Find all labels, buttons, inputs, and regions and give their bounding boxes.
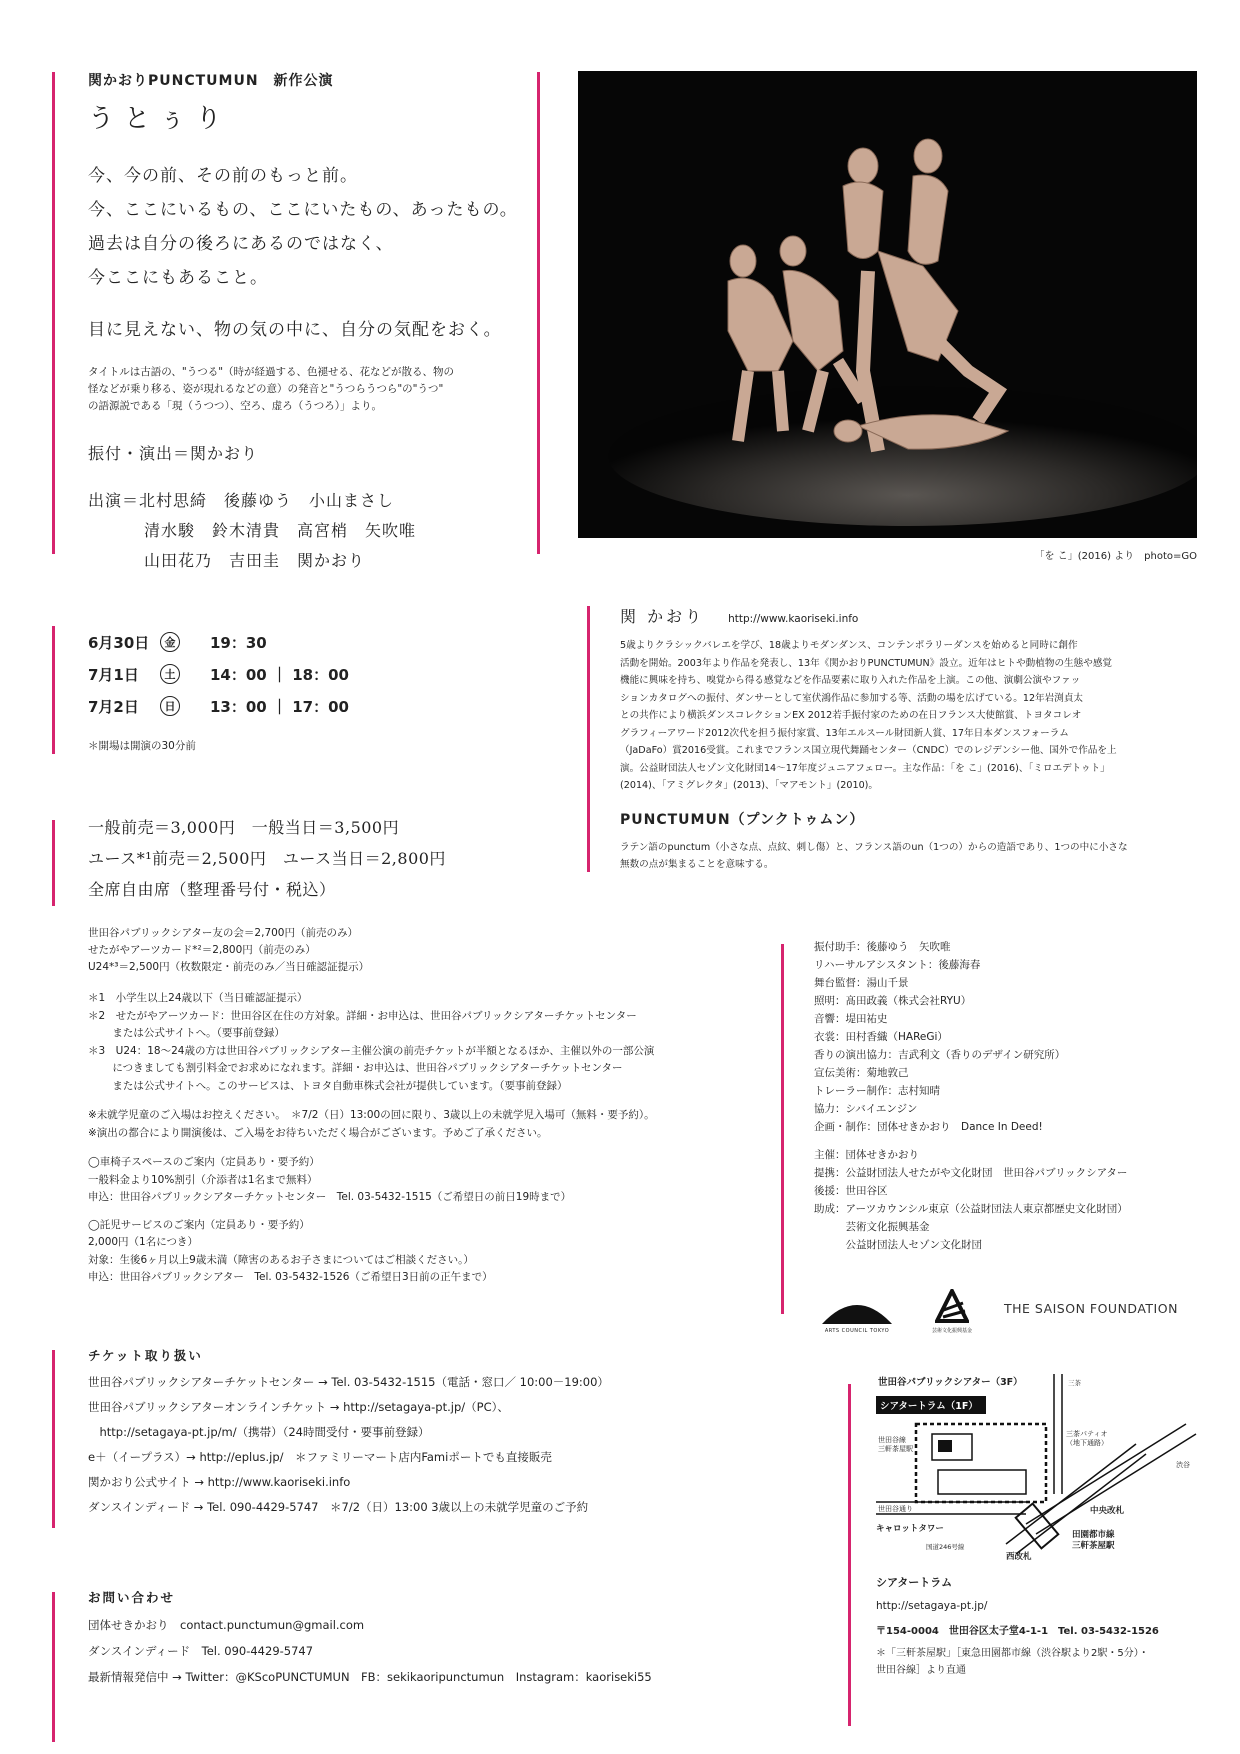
staff-line: 企画・制作：団体せきかおり Dance In Deed! xyxy=(814,1121,1043,1133)
cast-line: 山田花乃 吉田圭 関かおり xyxy=(144,551,366,570)
poem-tagline: 目に見えない、物の気の中に、自分の気配をおく。 xyxy=(88,320,502,340)
prices xyxy=(88,812,768,1287)
contact-line[interactable]: 最新情報発信中 → Twitter：@KScoPUNCTUMUN FB：sekikaoripunctumun Instagram：kaoriseki55 xyxy=(88,1670,652,1684)
staff-line: 宣伝美術：菊地敦己 xyxy=(814,1067,909,1079)
presenter: 関かおりPUNCTUMUN 新作公演 xyxy=(88,73,334,89)
saison-logo: THE SAISON FOUNDATION xyxy=(1004,1301,1178,1316)
contact-line[interactable]: 団体せきかおり contact.punctumun@gmail.com xyxy=(88,1618,365,1632)
profile-bio xyxy=(620,637,1200,795)
punct-line: 無数の点が集まることを意味する。 xyxy=(620,859,774,870)
map-setagaya-station: 世田谷線 三軒茶屋駅 xyxy=(878,1436,913,1453)
org-line: 主催：団体せきかおり xyxy=(814,1149,919,1161)
org-line: 提携：公益財団法人せたがや文化財団 世田谷パブリックシアター xyxy=(814,1167,1128,1179)
access-map xyxy=(876,1374,1216,1594)
wheelchair-line: 申込：世田谷パブリックシアターチケットセンター Tel. 03-5432-1515（ご希望日の前日19時まで） xyxy=(88,1191,572,1203)
map-route246: 国道246号線 xyxy=(926,1543,965,1551)
discount-line: U24*³＝2,500円（枚数限定・前売のみ／当日確認証提示） xyxy=(88,961,370,973)
price-line: 全席自由席（整理番号付・税込） xyxy=(88,880,336,899)
geibun-icon xyxy=(935,1289,969,1323)
choreographer: 振付・演出＝関かおり xyxy=(88,444,259,463)
accent-bar xyxy=(52,626,55,754)
header-block xyxy=(88,70,528,576)
bio-line: 5歳よりクラシックバレエを学び、18歳よりモダンダンス、コンテンポラリーダンスを始めると同時に創作 xyxy=(620,640,1078,651)
geibun-logo xyxy=(922,1289,982,1334)
schedule-day: 日 xyxy=(160,696,180,716)
child-note-line: ※演出の都合により開演後は、ご入場をお待ちいただく場合がございます。予めご了承ください。 xyxy=(88,1126,548,1139)
punct-line: ラテン語のpunctum（小さな点、点紋、刺し傷）と、フランス語のun（1つの）からの造語であり、1つの中に小さな xyxy=(620,841,1128,853)
access-line: ＊「三軒茶屋駅」［東急田園都市線（渋谷駅より2駅・5分）・ xyxy=(876,1648,1149,1659)
child-note-line: ※未就学児童のご入場はお控えください。 ＊7/2（日）13:00の回に限り、3歳以上の未就学児入場可（無料・要予約）。 xyxy=(88,1109,655,1121)
ticket-line[interactable]: 関かおり公式サイト → http://www.kaoriseki.info xyxy=(88,1475,351,1489)
schedule-times: 14：00 ｜ 18：00 xyxy=(210,665,349,684)
note-line: または公式サイトへ。（要事前登録） xyxy=(88,1027,285,1039)
staff-list xyxy=(814,938,1214,1136)
profile-header xyxy=(620,604,1200,627)
venue-url[interactable]: http://setagaya-pt.jp/ xyxy=(876,1600,988,1612)
bio-line: との共作により横浜ダンスコレクションEX 2012若手振付家のための在日フランス大使館賞、トヨタコレオ xyxy=(620,710,1082,721)
geibun-text: 芸術文化振興基金 xyxy=(931,1328,972,1334)
accent-bar xyxy=(52,72,55,554)
contact xyxy=(88,1588,828,1690)
price-discounts xyxy=(88,925,768,976)
staff-line: 香りの演出協力：吉武利文（香りのデザイン研究所） xyxy=(814,1049,1066,1061)
ticket-line[interactable]: http://setagaya-pt.jp/m/（携帯）（24時間受付・要事前登録） xyxy=(88,1425,430,1439)
poem-line: 今、ここにいるもの、ここにいたもの、あったもの。 xyxy=(88,200,518,220)
bio-line: ションカタログへの振付、ダンサーとして室伏鴻作品に参加する等、活動の場を広げている。12年岩渕貞太 xyxy=(620,692,1084,704)
accent-bar xyxy=(52,1350,55,1528)
accent-bar xyxy=(52,1592,55,1742)
tickets-heading: チケット取り扱い xyxy=(88,1348,203,1363)
discount-line: せたがやアーツカード*²＝2,800円（前売のみ） xyxy=(88,944,316,956)
childcare-line: 申込：世田谷パブリックシアター Tel. 03-5432-1526（ご希望日3日前の正午まで） xyxy=(88,1271,493,1283)
schedule-note: ＊開場は開演の30分前 xyxy=(88,740,196,752)
ticket-line[interactable]: 世田谷パブリックシアターチケットセンター → Tel. 03-5432-1515（電話・窓口／ 10:00－19:00） xyxy=(88,1375,609,1389)
staff-line: 振付助手：後藤ゆう 矢吹唯 xyxy=(814,941,951,953)
childcare-line: 対象：生後6ヶ月以上9歳未満（障害のあるお子さまについてはご相談ください。） xyxy=(88,1253,474,1266)
venue-access xyxy=(876,1645,1216,1679)
schedule-times: 13：00 ｜ 17：00 xyxy=(210,697,349,716)
performance-photo xyxy=(578,71,1197,538)
org-list xyxy=(814,1146,1214,1254)
poem xyxy=(88,159,528,295)
bio-line: (2014)、「アミグレクタ」(2013)、「マアモント」(2010)。 xyxy=(620,780,879,791)
bio-line: 活動を開始。2003年より作品を発表し、13年《関かおりPUNCTUMUN》設立。近年はヒトや動植物の生態や感覚 xyxy=(620,657,1113,669)
note-line: ＊3 U24：18～24歳の方は世田谷パブリックシアター主催公演の前売チケットが半額となるほか、主催以外の一部公演 xyxy=(88,1044,655,1057)
schedule-day: 金 xyxy=(160,632,180,652)
bio-line: グラフィーアワード2012次代を担う振付家賞、13年エルスール財団新人賞、17年日本ダンスフォーラム xyxy=(620,727,1069,739)
staff-line: リハーサルアシスタント：後藤海春 xyxy=(814,959,981,971)
tickets xyxy=(88,1346,828,1520)
credits xyxy=(814,938,1214,1334)
schedule-row xyxy=(88,690,349,722)
price-line: ユース*¹前売＝2,500円 ユース当日＝2,800円 xyxy=(88,849,446,868)
schedule-row xyxy=(88,626,349,658)
schedule xyxy=(88,626,349,755)
arts-council-logo xyxy=(814,1294,900,1334)
cast xyxy=(88,486,528,576)
poem-line: 今、今の前、その前のもっと前。 xyxy=(88,166,358,186)
schedule-times: 19：30 xyxy=(210,633,267,652)
profile-url[interactable]: http://www.kaoriseki.info xyxy=(728,613,859,625)
note-line: につきましても割引料金でお求めになれます。詳細・お申込は、世田谷パブリックシアターチケットセンター xyxy=(88,1062,623,1074)
note-line: ＊1 小学生以上24歳以下（当日確認証提示） xyxy=(88,992,308,1004)
wheelchair-line: 一般料金より10%割引（介添者は1名まで無料） xyxy=(88,1173,318,1186)
contact-heading: お問い合わせ xyxy=(88,1590,176,1605)
map-setagaya-dori: 世田谷通り xyxy=(878,1505,913,1513)
bio-line: 機能に興味を持ち、嗅覚から得る感覚などを作品要素に取り入れた作品を上演。この他、演劇公演やファッ xyxy=(620,675,1081,686)
poem-line: 今ここにもあること。 xyxy=(88,268,268,288)
ticket-line[interactable]: ダンスインディード → Tel. 090-4429-5747 ＊7/2（日）13:00 3歳以上の未就学児童のご予約 xyxy=(88,1500,589,1514)
staff-line: 音響：堤田祐史 xyxy=(814,1013,888,1025)
title-note xyxy=(88,364,528,415)
logos xyxy=(814,1278,1214,1334)
schedule-day: 土 xyxy=(160,664,180,684)
contact-list xyxy=(88,1612,828,1690)
schedule-date: 7月2日 xyxy=(88,697,139,716)
org-line: 後援：世田谷区 xyxy=(814,1185,888,1197)
note-line: ＊2 せたがやアーツカード：世田谷区在住の方対象。詳細・お申込は、世田谷パブリックシアターチケットセンター xyxy=(88,1009,637,1022)
ticket-line[interactable]: e＋（イープラス）→ http://eplus.jp/ ＊ファミリーマート店内Famiポートでも直接販売 xyxy=(88,1450,552,1464)
note-line: または公式サイトへ。このサービスは、トヨタ自動車株式会社が提供しています。（要事前登録） xyxy=(88,1079,568,1092)
tickets-list xyxy=(88,1370,828,1520)
map-sancha-patio: 三茶パティオ （地下通路） xyxy=(1066,1430,1108,1447)
arts-council-icon xyxy=(822,1294,892,1324)
dancers-image xyxy=(578,71,1197,538)
ticket-line[interactable]: 世田谷パブリックシアターオンラインチケット → http://setagaya-pt.jp/（PC）、 xyxy=(88,1400,509,1414)
accent-bar xyxy=(52,820,55,906)
map-carrot-tower: キャロットタワー xyxy=(876,1524,944,1534)
org-line: 助成：アーツカウンシル東京（公益財団法人東京都歴史文化財団） xyxy=(814,1203,1128,1215)
price-line: 一般前売＝3,000円 一般当日＝3,500円 xyxy=(88,818,400,837)
childcare-info xyxy=(88,1217,768,1287)
childcare-line: ◯託児サービスのご案内（定員あり・要予約） xyxy=(88,1218,310,1231)
map-sancha: 三茶 xyxy=(1068,1379,1081,1387)
staff-line: 協力：シバイエンジン xyxy=(814,1103,918,1115)
map-central-gate: 中央改札 xyxy=(1090,1506,1125,1516)
map-shibuya: 渋谷 xyxy=(1176,1461,1190,1469)
wheelchair-line: ◯車椅子スペースのご案内（定員あり・要予約） xyxy=(88,1156,320,1168)
schedule-row xyxy=(88,658,349,690)
arts-council-text: ARTS COUNCIL TOKYO xyxy=(824,1328,890,1334)
profile-name: 関 かおり xyxy=(620,607,705,626)
staff-line: 照明：髙田政義（株式会社RYU） xyxy=(814,995,972,1007)
map-denen-station: 田園都市線 三軒茶屋駅 xyxy=(1072,1530,1115,1551)
discount-line: 世田谷パブリックシアター友の会＝2,700円（前売のみ） xyxy=(88,927,358,939)
staff-line: 衣裳：田村香織（HAReGi） xyxy=(814,1031,948,1043)
page-title: うとぅり xyxy=(88,104,232,134)
map-top-label: 世田谷パブリックシアター（3F） xyxy=(878,1377,1023,1388)
schedule-date: 6月30日 xyxy=(88,633,150,652)
childcare-line: 2,000円（1名につき） xyxy=(88,1236,199,1248)
venue-info xyxy=(876,1574,1216,1679)
venue-address: 〒154-0004 世田谷区太子堂4-1-1 Tel. 03-5432-1526 xyxy=(876,1626,1159,1637)
photo-caption: 「を こ」(2016) より photo=GO xyxy=(1034,551,1197,562)
wheelchair-info xyxy=(88,1154,768,1207)
bio-line: （JaDaFo）賞2016受賞。これまでフランス国立現代舞踊センター（CNDC）でのレジデンシー他、国外で作品を上 xyxy=(620,745,1117,756)
map-west-gate: 西改札 xyxy=(1006,1552,1032,1562)
map-tram-label: シアタートラム（1F） xyxy=(880,1401,978,1412)
punctumun-title: PUNCTUMUN（プンクトゥムン） xyxy=(620,811,865,828)
org-line: 公益財団法人セゾン文化財団 xyxy=(814,1239,982,1251)
venue-name: シアタートラム xyxy=(876,1576,953,1589)
price-notes xyxy=(88,990,768,1095)
child-notes xyxy=(88,1107,768,1142)
title-note-line: の語源説である「現（うつつ）、空ろ、虚ろ（うつろ）」より。 xyxy=(88,400,382,412)
access-line: 世田谷線］より直通 xyxy=(876,1665,966,1676)
staff-line: 舞台監督：湯山千景 xyxy=(814,977,909,989)
contact-line[interactable]: ダンスインディード Tel. 090-4429-5747 xyxy=(88,1644,314,1658)
staff-line: トレーラー制作：志村知晴 xyxy=(814,1085,940,1097)
org-line: 芸術文化振興基金 xyxy=(814,1221,930,1233)
cast-line: 清水駿 鈴木清貴 高宮梢 矢吹唯 xyxy=(144,521,417,540)
title-note-line: タイトルは古語の、"うつる"（時が経過する、色褪せる、花などが散る、物の xyxy=(88,366,455,378)
accent-bar xyxy=(848,1384,851,1726)
title-note-line: 怪などが乗り移る、姿が現れるなどの意）の発音と"うつらうつら"の"うつ" xyxy=(88,383,444,395)
price-main xyxy=(88,812,768,905)
poem-line: 過去は自分の後ろにあるのではなく、 xyxy=(88,234,394,254)
cast-line: 出演＝北村思綺 後藤ゆう 小山まさし xyxy=(88,491,395,510)
accent-bar xyxy=(537,72,540,554)
schedule-date: 7月1日 xyxy=(88,665,139,684)
accent-bar xyxy=(781,944,784,1314)
bio-line: 演。公益財団法人セゾン文化財団14～17年度ジュニアフェロー。主な作品：「を こ」(2016)、「ミロエデトゥト」 xyxy=(620,762,1110,774)
